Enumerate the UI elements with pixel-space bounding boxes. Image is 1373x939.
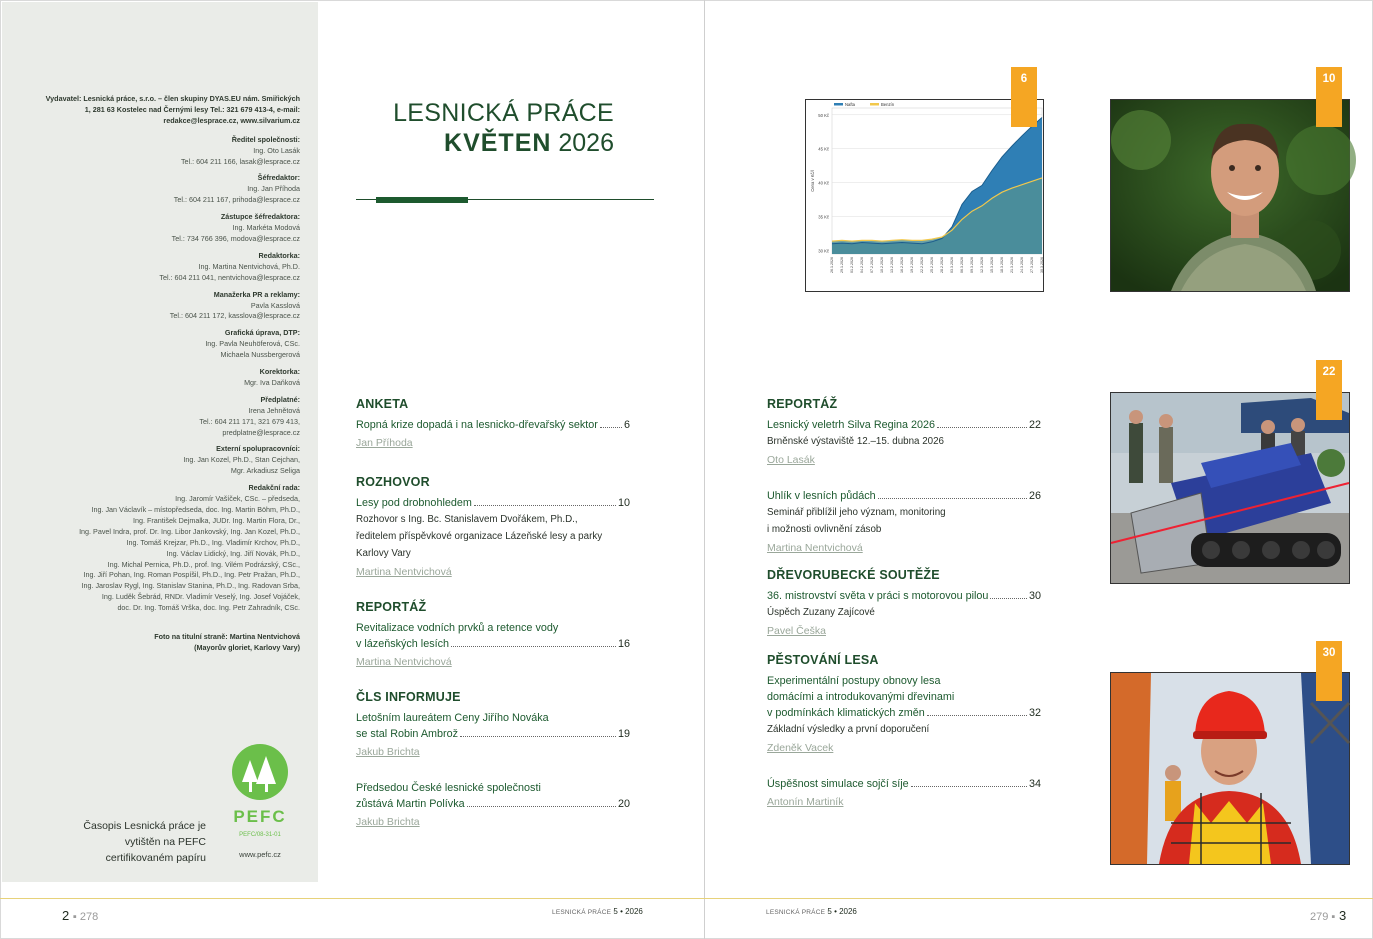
leader-dots [451,646,616,647]
staff-role: Zástupce šéfredaktora: [220,212,300,222]
y-tick-label: 40 Kč [818,180,829,186]
staff-line: Ing. Jan Václavík – místopředseda, doc. Ing. Martin Böhm, Ph.D., [91,505,300,514]
toc-page-number: 22 [1028,419,1041,431]
toc-entry-title-line[interactable]: Experimentální postupy obnovy lesa [767,675,941,687]
staff-role: Manažerka PR a reklamy: [213,289,300,299]
toc-entry [356,710,630,762]
staff-role: Grafická úprava, DTP: [224,328,300,338]
x-tick-label: 24.3.2026 [1020,257,1025,273]
toc-entry-title[interactable]: 36. mistrovství světa v práci s motorovou pilou [767,590,989,602]
staff-line: Tel.: 604 211 171, 321 679 413, [199,416,300,426]
staff-line: doc. Dr. Ing. Tomáš Vrška, doc. Ing. Petr Zahradník, CSc. [117,603,300,613]
toc-author-link[interactable]: Jakub Brichta [356,746,420,758]
leader-dots [600,427,622,428]
leader-dots [467,806,616,807]
toc-section-heading: REPORTÁŽ [767,397,838,411]
magazine-title: LESNICKÁ PRÁCE [393,99,614,127]
toc-entry-title[interactable]: Ropná krize dopadá i na lesnicko-dřevařský sektor [356,419,598,431]
toc-left-column [356,397,630,846]
toc-entry-title[interactable]: Lesnický veletrh Silva Regina 2026 [767,419,936,431]
x-tick-label: 03.3.2026 [950,257,955,273]
staff-line: Ing. Tomáš Krejzar, Ph.D., Ing. Vladimír Krchov, Ph.D., [126,537,300,547]
toc-entry [767,776,1041,812]
pefc-logo [222,742,298,842]
staff-line: Michaela Nussbergerová [220,350,300,360]
page-badge-30: 30 [1316,641,1342,701]
toc-section [356,475,630,582]
toc-entry [767,417,1041,470]
toc-section-heading: REPORTÁŽ [356,600,427,614]
masthead [356,98,614,158]
folio-left: 2 ▪ 278 [62,908,99,923]
staff-block [40,290,300,323]
staff-line: Ing. Luděk Šebrád, RNDr. Vladimír Veselý, Ing. Josef Vojáček, [101,592,300,602]
toc-author-link[interactable]: Martina Nentvichová [767,542,863,554]
staff-line: Ing. Markéta Modová [232,223,300,233]
competition-photo [1110,672,1350,865]
staff-line: Ing. Pavla Neuhöferová, CSc. [205,339,300,349]
x-tick-label: 29.1.2026 [840,257,845,273]
x-tick-label: 15.3.2026 [990,257,995,273]
toc-entry-title[interactable]: v podmínkách klimatických změn [767,707,925,719]
toc-page-number: 10 [617,497,630,509]
staff-line: Pavla Kasslová [250,300,300,310]
colophon [40,94,300,654]
x-tick-label: 09.3.2026 [970,257,975,273]
toc-section-heading: DŘEVORUBECKÉ SOUTĚŽE [767,568,940,582]
x-tick-label: 19.2.2026 [910,257,915,273]
page-badge-10: 10 [1316,67,1342,127]
page-badge-22: 22 [1316,360,1342,420]
staff-line: Ing. Jaroslav Rygl, Ing. Stanislav Stanina, Ph.D., Ing. Radovan Srba, [81,581,300,591]
toc-page-number: 26 [1028,490,1041,502]
toc-author-link[interactable]: Oto Lasák [767,454,815,466]
leader-dots [460,736,616,737]
staff-line: predplatne@lesprace.cz [222,427,300,437]
staff-role: Ředitel společnosti: [231,134,300,144]
staff-line: Ing. František Dejmalka, JUDr. Ing. Martin Flora, Dr., [133,515,300,525]
x-tick-label: 21.3.2026 [1010,257,1015,273]
leader-dots [927,715,1027,716]
toc-author-link[interactable]: Martina Nentvichová [356,566,452,578]
toc-right-column [767,397,1041,812]
x-tick-label: 22.2.2026 [920,257,925,273]
toc-page-number: 34 [1028,778,1041,790]
toc-page-number: 30 [1028,590,1041,602]
toc-entry-title[interactable]: Uhlík v lesních půdách [767,490,876,502]
staff-line: Ing. Jaromír Vašíček, CSc. – předseda, [175,494,300,504]
staff-role: Korektorka: [259,367,300,377]
staff-block [40,395,300,439]
staff-line: Mgr. Iva Daňková [244,377,300,387]
toc-section [767,568,1041,641]
forestry-fair-photo [1110,392,1350,584]
toc-author-link[interactable]: Jakub Brichta [356,816,420,828]
fuel-price-chart [805,99,1044,292]
toc-entry-title-line[interactable]: Revitalizace vodních prvků a retence vody [356,622,559,634]
toc-entry-leader[interactable] [356,417,630,433]
pefc-statement: Časopis Lesnická práce je vytištěn na PEFC certifikovaném papíru [83,820,206,864]
toc-author-link[interactable]: Martina Nentvichová [356,656,452,668]
toc-entry [767,588,1041,641]
toc-entry-title-line[interactable]: domácími a introdukovanými dřevinami [767,691,955,703]
toc-entry [356,620,630,672]
x-tick-label: 18.3.2026 [1000,257,1005,273]
staff-block [40,251,300,284]
toc-author-link[interactable]: Antonín Martiník [767,796,844,808]
toc-page-number: 16 [617,638,630,650]
x-tick-label: 12.3.2026 [980,257,985,273]
toc-entry-subtitle: i možnosti ovlivnění zásob [767,524,882,535]
toc-section [767,397,1041,558]
portrait-image [1111,100,1349,291]
staff-list [40,135,300,614]
issue-month: KVĚTEN [444,129,552,157]
toc-entry-title[interactable]: Lesy pod drobnohledem [356,497,472,509]
toc-entry-subtitle: Karlovy Vary [356,548,411,559]
toc-section-heading: ANKETA [356,397,409,411]
toc-entry-leader[interactable] [356,726,630,742]
toc-page-number: 19 [617,728,630,740]
toc-entry-subtitle: Rozhovor s Ing. Bc. Stanislavem Dvořákem, Ph.D., [356,514,578,525]
staff-role: Externí spolupracovníci: [216,444,300,454]
pefc-logo-text: PEFC [233,807,287,826]
issue-year: 2026 [558,129,614,157]
publisher-info: Vydavatel: Lesnická práce, s.r.o. – člen skupiny DYAS.EU nám. Smiřických 1, 281 63 Kostelec nad Černými lesy Tel.: 321 679 413-4, e-mail: redakce@lesprace.cz, www.silvarium.cz [45,94,300,125]
staff-block [40,212,300,245]
staff-line: Ing. Michal Pernica, Ph.D., prof. Ing. Vilém Podrázský, CSc., [107,559,300,569]
y-tick-label: 50 Kč [818,112,829,118]
staff-line: Ing. Jan Příhoda [247,184,300,194]
leader-dots [990,598,1027,599]
toc-section [767,653,1041,812]
toc-entry-leader[interactable] [767,705,1041,721]
staff-line: Ing. Jiří Pohan, Ing. Roman Pospíšil, Ph.D., Ing. Petr Pražan, Ph.D., [83,570,300,580]
x-tick-label: 10.2.2026 [880,257,885,273]
staff-line: Ing. Martina Nentvichová, Ph.D. [198,261,300,271]
x-tick-label: 06.3.2026 [960,257,965,273]
y-tick-label: 45 Kč [818,146,829,152]
toc-entry-title[interactable]: se stal Robin Ambrož [356,728,459,740]
legend-swatch [834,103,843,106]
toc-author-link[interactable]: Jan Příhoda [356,437,413,449]
staff-block [40,328,300,361]
pefc-url[interactable]: www.pefc.cz [239,850,281,859]
toc-entry-leader[interactable] [356,636,630,652]
x-tick-label: 07.2.2026 [870,257,875,273]
folio-right: 279 ▪ 3 [1310,908,1347,923]
toc-entry-title-line[interactable]: Předsedou České lesnické společnosti [356,782,541,794]
toc-entry-title-line[interactable]: Letošním laureátem Ceny Jiřího Nováka [356,712,549,724]
x-tick-label: 26.1.2026 [830,257,835,273]
toc-page-number: 20 [617,798,630,810]
legend-swatch [870,103,879,106]
toc-page-number: 32 [1028,707,1041,719]
x-tick-label: 16.2.2026 [900,257,905,273]
portrait-photo [1110,99,1350,292]
toc-author-link[interactable]: Pavel Češka [767,625,826,637]
chart-svg [806,100,1043,291]
toc-entry-leader[interactable] [356,796,630,812]
staff-role: Redakční rada: [248,483,300,493]
toc-entry-subtitle: Brněnské výstaviště 12.–15. dubna 2026 [767,436,945,447]
page-badge-6: 6 [1011,67,1037,127]
staff-line: Ing. Václav Lidický, Ing. Jiří Novák, Ph.D., [166,548,300,558]
x-tick-label: 04.2.2026 [860,257,865,273]
x-tick-label: 28.2.2026 [940,257,945,273]
staff-line: Ing. Jan Kozel, Ph.D., Stan Cejchan, [183,455,300,465]
legend-label: Benzín [881,102,895,107]
cover-photo-credit: Foto na titulní straně: Martina Nentvichová (Mayorův gloriet, Karlovy Vary) [154,632,300,652]
toc-entry [767,488,1041,558]
toc-section [356,690,630,832]
toc-page-number: 6 [623,419,630,431]
legend-label: Nafta [845,102,856,107]
staff-line: Tel.: 604 211 041, nentvichova@lesprace.cz [159,272,300,282]
toc-entry-subtitle: Úspěch Zuzany Zajícové [767,607,875,618]
toc-section [356,600,630,672]
x-tick-label: 25.2.2026 [930,257,935,273]
staff-block [40,483,300,614]
leader-dots [474,505,616,506]
leader-dots [878,498,1027,499]
toc-entry-leader[interactable] [356,495,630,511]
staff-role: Předplatné: [260,394,300,404]
toc-section-heading: ČLS INFORMUJE [356,690,461,704]
page-gutter [704,0,705,939]
leader-dots [937,427,1027,428]
y-axis-label: Cena v Kč/l [810,170,815,192]
leader-dots [911,786,1027,787]
x-tick-label: 01.2.2026 [850,257,855,273]
staff-block [40,135,300,168]
toc-entry [356,495,630,582]
toc-section-heading: ROZHOVOR [356,475,430,489]
folio-left-abs: ▪ 278 [72,911,99,923]
staff-line: Ing. Pavel Indra, prof. Dr. Ing. Libor Jankovský, Ing. Jan Kozel, Ph.D., [79,526,300,536]
toc-entry [767,673,1041,758]
running-head-left: LESNICKÁ PRÁCE 5 • 2026 [552,907,643,916]
y-tick-label: 35 Kč [818,214,829,220]
masthead-accent [376,197,468,203]
staff-line: Irena Jehnětová [248,405,300,415]
toc-section-heading: PĚSTOVÁNÍ LESA [767,653,879,667]
staff-line: Tel.: 604 211 166, lasak@lesprace.cz [180,156,300,166]
toc-entry-leader[interactable] [767,588,1041,604]
staff-block [40,444,300,477]
staff-line: Ing. Oto Lasák [253,145,300,155]
issue-date [356,128,614,158]
toc-entry-title[interactable]: zůstává Martin Polívka [356,798,465,810]
toc-entry [356,780,630,832]
forestry-machine-image [1111,393,1349,583]
toc-entry-leader[interactable] [767,488,1041,504]
y-tick-label: 30 Kč [818,248,829,254]
x-tick-label: 13.2.2026 [890,257,895,273]
toc-entry-subtitle: Základní výsledky a první doporučení [767,724,930,735]
toc-entry-title[interactable]: v lázeňských lesích [356,638,450,650]
toc-author-link[interactable]: Zdeněk Vacek [767,742,834,754]
pefc-logo-sub: PEFC/08-31-01 [239,832,281,838]
toc-section [356,397,630,453]
staff-role: Redaktorka: [258,250,300,260]
staff-line: Tel.: 604 211 172, kasslova@lesprace.cz [169,311,300,321]
folio-right-abs: 279 ▪ [1310,911,1336,923]
staff-role: Šéfredaktor: [257,173,300,183]
lumberjack-image [1111,673,1349,864]
staff-line: Tel.: 604 211 167, prihoda@lesprace.cz [173,195,300,205]
toc-entry [356,417,630,453]
staff-line: Mgr. Arkadiusz Seliga [230,466,300,476]
staff-block [40,173,300,206]
staff-line: Tel.: 734 766 396, modova@lesprace.cz [171,233,300,243]
toc-entry-leader[interactable] [767,417,1041,433]
staff-block [40,367,300,389]
toc-entry-title[interactable]: Úspěšnost simulace sojčí síje [767,778,909,790]
toc-entry-subtitle: ředitelem příspěvkové organizace Lázeňské lesy a parky [356,531,603,542]
running-head-right: LESNICKÁ PRÁCE 5 • 2026 [766,907,857,916]
toc-entry-leader[interactable] [767,776,1041,792]
x-tick-label: 30.3.2026 [1040,257,1045,273]
footer-rule [0,898,1373,899]
toc-entry-subtitle: Seminář přiblížil jeho význam, monitoring [767,507,946,518]
x-tick-label: 27.3.2026 [1030,257,1035,273]
